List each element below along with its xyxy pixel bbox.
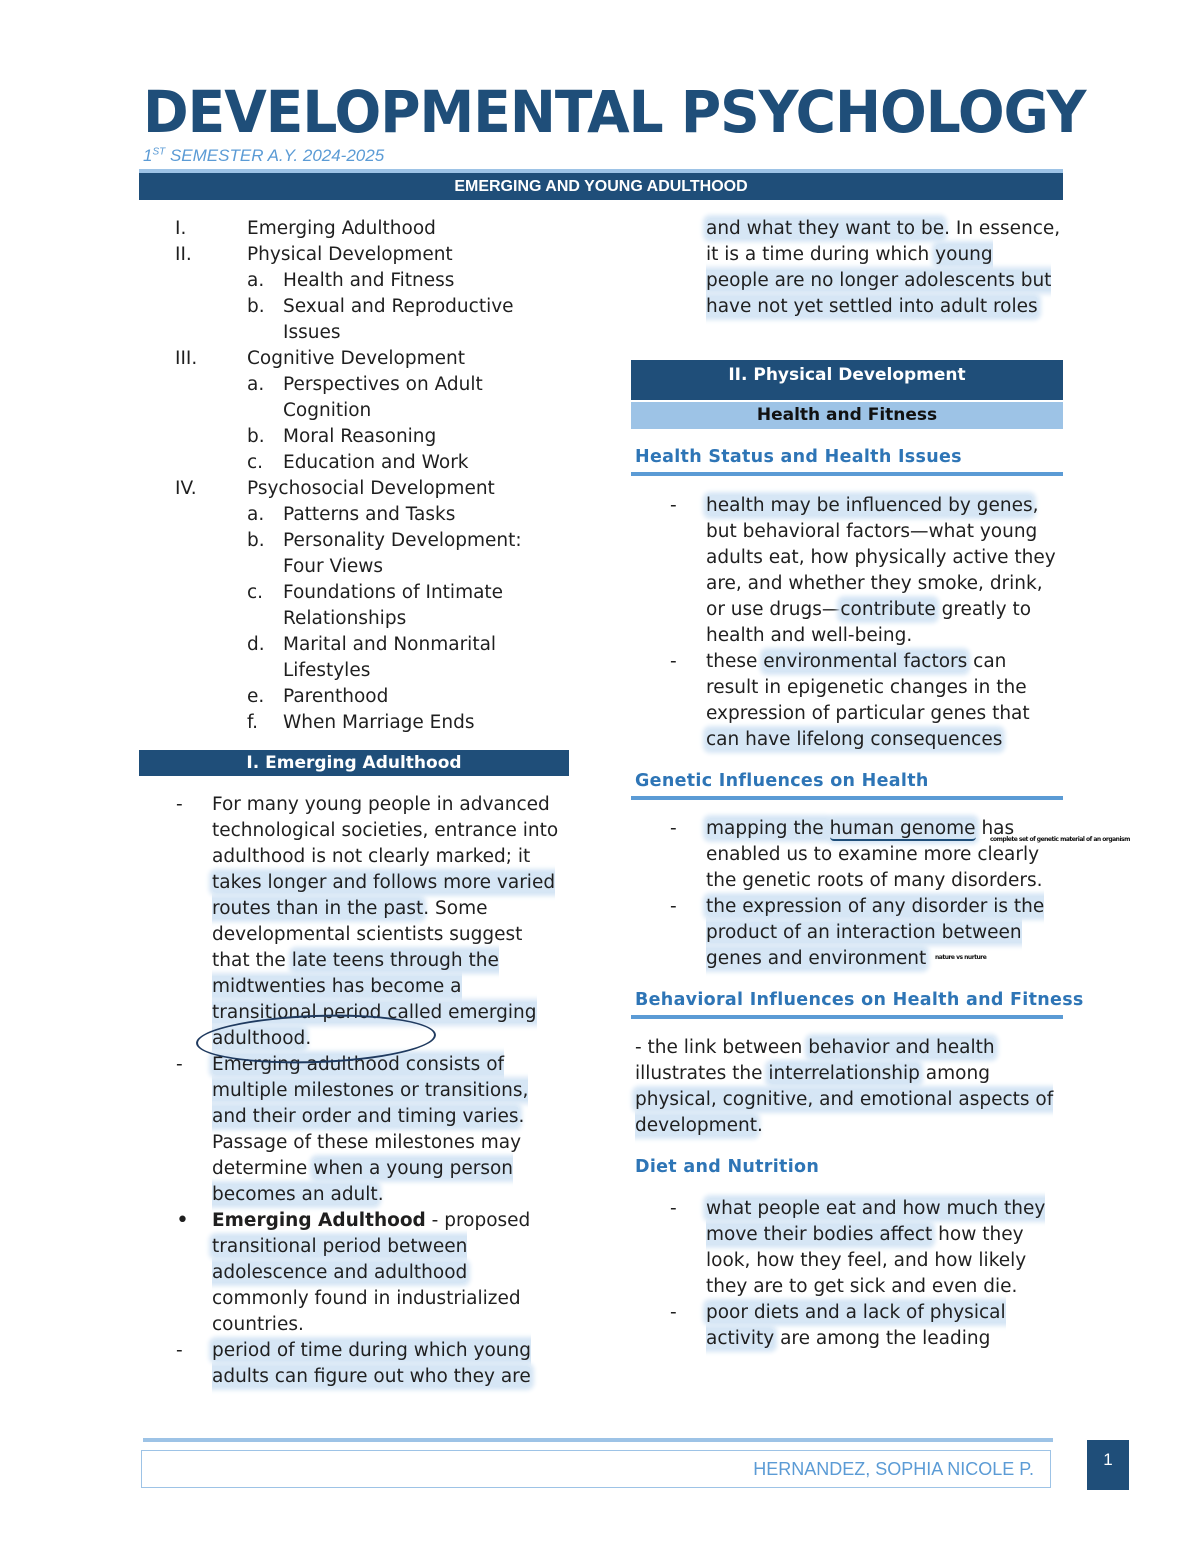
list-item: - the expression of any disorder is the product of an interaction between genes and environment bbox=[670, 896, 1045, 969]
outline-subitem: f. When Marriage Ends bbox=[247, 712, 475, 733]
outline-subitem: c. Foundations of Intimate Relationships bbox=[247, 582, 504, 629]
list-item: - For many young people in advanced technological societies, entrance into adulthood is not clearly marked; it takes longer and follows more varied routes than in the past. Some developmental scientists suggest that the late teens through the midtwenties has become a transitional period called emerging adulthood. bbox=[176, 794, 559, 1049]
outline-subitem: a. Perspectives on Adult Cognition bbox=[247, 374, 483, 421]
list-item: - health may be influenced by genes, but behavioral factors—what young adults eat, how physically active they are, and whether they smoke, drink, or use drugs—contribute greatly to health and well-being. bbox=[670, 495, 1056, 646]
heading-diet-nutrition: Diet and Nutrition bbox=[635, 1157, 820, 1177]
footer bbox=[141, 1450, 1051, 1488]
outline-subitem: e. Parenthood bbox=[247, 686, 389, 707]
outline-subitem: b. Moral Reasoning bbox=[247, 426, 437, 447]
page-number: 1 bbox=[1087, 1440, 1129, 1490]
list-item: - period of time during which young adults can figure out who they are bbox=[176, 1340, 531, 1387]
handwritten-note: nature vs nurture bbox=[935, 954, 987, 961]
topic-banner: EMERGING AND YOUNG ADULTHOOD bbox=[139, 173, 1063, 200]
outline-item: IV. Psychosocial Development bbox=[175, 478, 495, 499]
table-of-contents bbox=[175, 216, 565, 736]
heading-rule bbox=[631, 1015, 1063, 1019]
diet-nutrition-body bbox=[670, 1196, 1061, 1352]
section-heading-emerging-adulthood: I. Emerging Adulthood bbox=[139, 750, 569, 776]
outline-item: I. Emerging Adulthood bbox=[175, 218, 436, 239]
section-heading-physical-development: II. Physical Development bbox=[631, 360, 1063, 400]
handwritten-note: complete set of genetic material of an organism bbox=[990, 836, 1130, 843]
semester-label: 1ST SEMESTER A.Y. 2024-2025 bbox=[143, 146, 385, 165]
footer-rule bbox=[143, 1438, 1053, 1442]
behavioral-influences-body: - the link between behavior and health illustrates the interrelationship among physical, cognitive, and emotional aspects of development. bbox=[635, 1037, 1054, 1136]
outline-subitem: d. Marital and Nonmarital Lifestyles bbox=[247, 634, 497, 681]
section-emerging-adulthood-body bbox=[176, 792, 564, 1390]
author-name: HERNANDEZ, SOPHIA NICOLE P. bbox=[753, 1459, 1034, 1479]
outline-subitem: b. Personality Development: Four Views bbox=[247, 530, 522, 577]
heading-behavioral-influences: Behavioral Influences on Health and Fitness bbox=[635, 990, 1084, 1010]
outline-subitem: b. Sexual and Reproductive Issues bbox=[247, 296, 514, 343]
health-status-body bbox=[670, 493, 1061, 753]
outline-subitem: c. Education and Work bbox=[247, 452, 469, 473]
outline-item: III. Cognitive Development bbox=[175, 348, 465, 369]
outline-subitem: a. Patterns and Tasks bbox=[247, 504, 456, 525]
list-item: • Emerging Adulthood - proposed transitional period between adolescence and adulthood commonly found in industrialized countries. bbox=[176, 1208, 531, 1335]
list-item: - what people eat and how much they move their bodies affect how they look, how they feel, and how likely they are to get sick and even die. bbox=[670, 1198, 1046, 1297]
emerging-adulthood-continued: and what they want to be. In essence, it is a time during which young people are no longer adolescents but have not yet settled into adult roles bbox=[706, 218, 1061, 317]
document-title: DEVELOPMENTAL PSYCHOLOGY bbox=[143, 78, 1086, 146]
list-item: - Emerging adulthood consists of multiple milestones or transitions, and their order and timing varies. Passage of these milestones may determine when a young person becomes an adult. bbox=[176, 1054, 529, 1205]
heading-rule bbox=[631, 472, 1063, 476]
heading-health-status: Health Status and Health Issues bbox=[635, 447, 962, 467]
list-item: - mapping the human genome has enabled us to examine more clearly the genetic roots of many disorders. bbox=[670, 818, 1043, 891]
list-item: - these environmental factors can result in epigenetic changes in the expression of particular genes that can have lifelong consequences bbox=[670, 651, 1030, 750]
outline-subitem: a. Health and Fitness bbox=[247, 270, 455, 291]
heading-genetic-influences: Genetic Influences on Health bbox=[635, 771, 929, 791]
outline-item: II. Physical Development bbox=[175, 244, 453, 265]
list-item: - poor diets and a lack of physical activity are among the leading bbox=[670, 1302, 1006, 1349]
subsection-heading-health-fitness: Health and Fitness bbox=[631, 402, 1063, 429]
heading-rule bbox=[631, 796, 1063, 800]
